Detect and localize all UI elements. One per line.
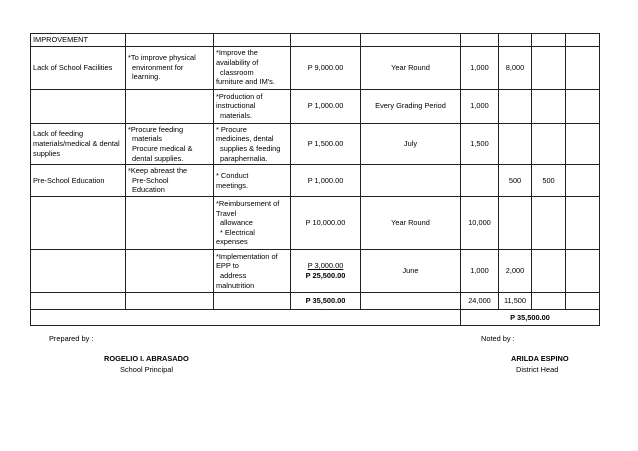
table-row <box>31 250 600 293</box>
objective-cell: *Procure feeding materials Procure medical & dental supplies. <box>126 123 214 165</box>
area-cell: Lack of School Facilities <box>31 46 126 89</box>
table-row <box>31 89 600 123</box>
preparer-title: School Principal <box>120 365 173 374</box>
budget-cell: P 1,000.00 <box>291 165 361 197</box>
subtotal-q2: 11,500 <box>499 293 532 310</box>
timeline-cell: Year Round <box>361 46 461 89</box>
activity-cell: * Procure medicines, dental supplies & feeding paraphernalia. <box>214 123 291 165</box>
grand-total: P 35,500.00 <box>461 310 600 326</box>
table-row <box>31 165 600 197</box>
timeline-cell: July <box>361 123 461 165</box>
q2-cell: 8,000 <box>499 46 532 89</box>
q1-cell: 1,500 <box>461 123 499 165</box>
q1-cell: 1,000 <box>461 250 499 293</box>
objective-cell: *To improve physical environment for learning. <box>126 46 214 89</box>
q3-cell: 500 <box>532 165 566 197</box>
plan-table <box>30 33 600 326</box>
q2-cell: 2,000 <box>499 250 532 293</box>
budget-cell: P 1,000.00 <box>291 89 361 123</box>
noter-title: District Head <box>516 365 559 374</box>
table-row <box>31 197 600 250</box>
activity-cell: * Conduct meetings. <box>214 165 291 197</box>
activity-cell: *Reimbursement of Travel allowance * Electrical expenses <box>214 197 291 250</box>
activity-cell: *Production of instructional materials. <box>214 89 291 123</box>
subtotal-budget: P 35,500.00 <box>291 293 361 310</box>
preparer-name: ROGELIO I. ABRASADO <box>104 354 189 363</box>
table-row <box>31 34 600 47</box>
area-cell: IMPROVEMENT <box>31 34 126 47</box>
q1-cell: 1,000 <box>461 89 499 123</box>
table-row <box>31 123 600 165</box>
timeline-cell: June <box>361 250 461 293</box>
prepared-by-label: Prepared by : <box>49 334 94 343</box>
budget-cell: P 1,500.00 <box>291 123 361 165</box>
activity-cell: *Implementation of EPP to address malnutrition <box>214 250 291 293</box>
q2-cell: 500 <box>499 165 532 197</box>
area-cell: Pre-School Education <box>31 165 126 197</box>
noter-name: ARILDA ESPINO <box>511 354 569 363</box>
area-cell: Lack of feeding materials/medical & dental supplies <box>31 123 126 165</box>
timeline-cell: Year Round <box>361 197 461 250</box>
grand-total-row <box>31 310 600 326</box>
subtotal-row <box>31 293 600 310</box>
subtotal-q1: 24,000 <box>461 293 499 310</box>
table-row <box>31 46 600 89</box>
objective-cell: *Keep abreast the Pre-School Education <box>126 165 214 197</box>
budget-cell: P 3,000.00 P 25,500.00 <box>291 250 361 293</box>
q1-cell: 1,000 <box>461 46 499 89</box>
noted-by-label: Noted by : <box>481 334 515 343</box>
activity-cell: *Improve the availability of classroom furniture and IM's. <box>214 46 291 89</box>
budget-cell: P 9,000.00 <box>291 46 361 89</box>
timeline-cell: Every Grading Period <box>361 89 461 123</box>
budget-cell: P 10,000.00 <box>291 197 361 250</box>
q1-cell: 10,000 <box>461 197 499 250</box>
